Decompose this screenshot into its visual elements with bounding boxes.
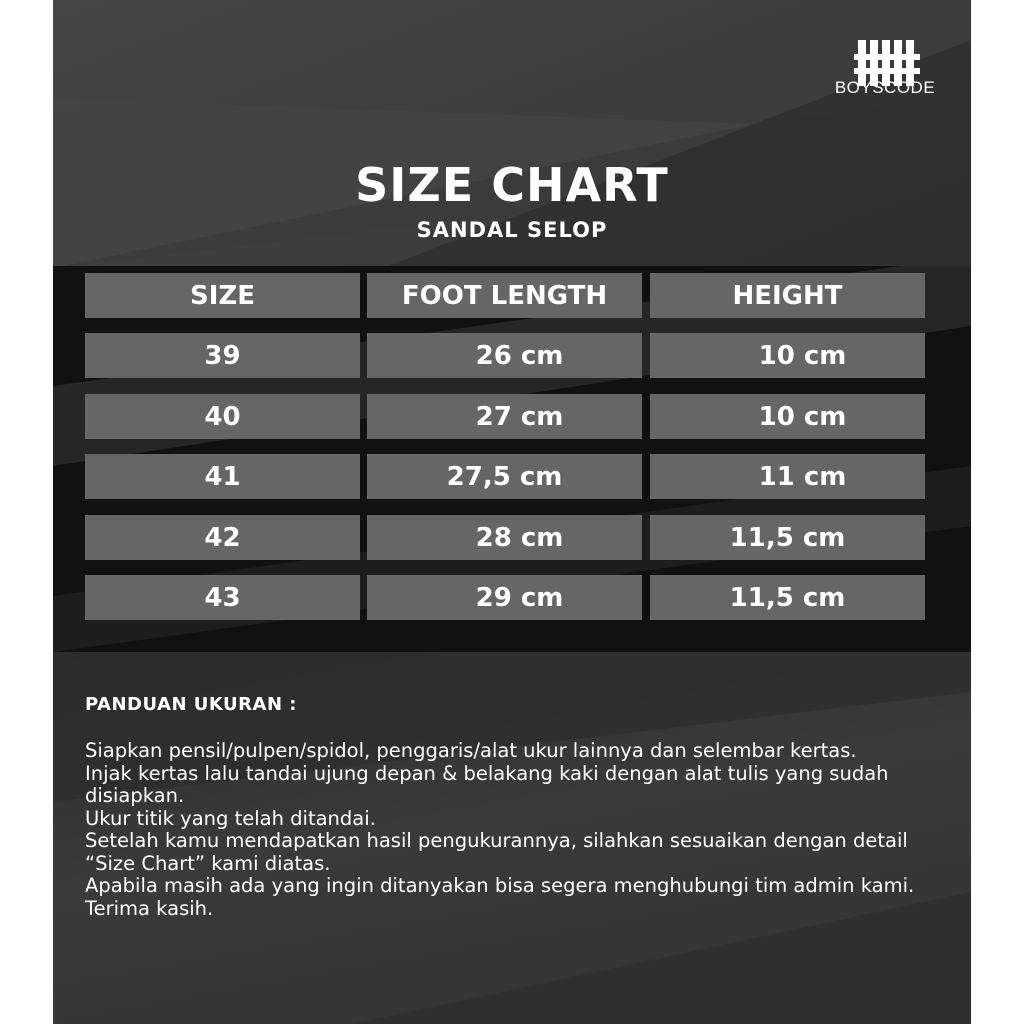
guide-line: Siapkan pensil/pulpen/spidol, penggaris/alat ukur lainnya dan selembar kertas. — [85, 739, 857, 762]
guide-line: Apabila masih ada yang ingin ditanyakan bisa segera menghubungi tim admin kami. — [85, 874, 915, 897]
table-cell-foot-length: 29 cm — [367, 575, 642, 620]
table-cell-size: 39 — [85, 333, 360, 378]
brand-name: BOYSCODE — [834, 78, 936, 97]
guide-text — [85, 740, 945, 920]
page-subtitle: SANDAL SELOP — [416, 218, 608, 242]
table-cell-height: 11,5 cm — [650, 575, 925, 620]
table-cell-foot-length: 26 cm — [367, 333, 642, 378]
table-cell-foot-length: 28 cm — [367, 515, 642, 560]
guide-line: Ukur titik yang telah ditandai. — [85, 806, 376, 830]
guide-line: Injak kertas lalu tandai ujung depan & belakang kaki dengan alat tulis yang sudah disiapkan. — [85, 761, 889, 807]
table-cell-size: 42 — [85, 515, 360, 560]
guide-line: Terima kasih. — [85, 896, 214, 920]
table-cell-foot-length: 27 cm — [367, 394, 642, 439]
column-header-size: SIZE — [85, 273, 360, 318]
table-cell-size: 43 — [85, 575, 360, 620]
table-cell-foot-length: 27,5 cm — [367, 454, 642, 499]
column-header-height: HEIGHT — [650, 273, 925, 318]
guide-title: PANDUAN UKURAN : — [85, 694, 297, 715]
page-title: SIZE CHART — [355, 158, 669, 212]
column-header-foot-length: FOOT LENGTH — [367, 273, 642, 318]
guide-line: Setelah kamu mendapatkan hasil pengukurannya, silahkan sesuaikan dengan detail “Size Chart” kami diatas. — [85, 829, 908, 875]
table-cell-height: 10 cm — [650, 333, 925, 378]
table-cell-height: 10 cm — [650, 394, 925, 439]
table-cell-height: 11,5 cm — [650, 515, 925, 560]
table-cell-height: 11 cm — [650, 454, 925, 499]
table-cell-size: 41 — [85, 454, 360, 499]
table-cell-size: 40 — [85, 394, 360, 439]
